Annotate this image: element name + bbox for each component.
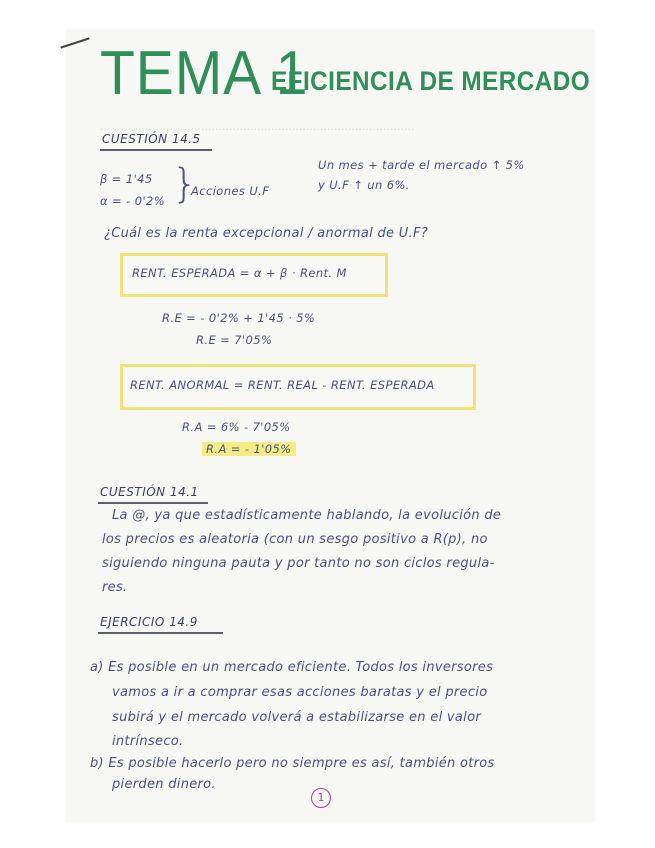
- alpha-value: α = - 0'2%: [100, 194, 166, 208]
- section-label-q145: CUESTIÓN 14.5: [102, 132, 201, 146]
- answer-b-line-1: b) Es posible hacerlo pero no siempre es así, también otros: [90, 756, 495, 771]
- beta-value: β = 1'45: [100, 172, 153, 186]
- result-abnormal: R.A = - 1'05%: [202, 442, 296, 456]
- market-note-2: y U.F ↑ un 6%.: [318, 178, 410, 192]
- bleed-through-text: ..........................................................................................: [100, 120, 415, 133]
- brace-icon: }: [172, 161, 198, 207]
- section-underline: [98, 502, 208, 504]
- section-underline: [98, 632, 223, 634]
- page-subtitle: EFICIENCIA DE MERCADO: [271, 66, 591, 96]
- section-label-q141: CUESTIÓN 14.1: [100, 485, 199, 499]
- answer-a-line-2: vamos a ir a comprar esas acciones baratas y el precio: [112, 685, 488, 700]
- acciones-label: Acciones U.F: [191, 184, 270, 198]
- page-title: TEMA 1: [100, 39, 309, 108]
- calc-expected-2: R.E = 7'05%: [196, 333, 273, 347]
- q141-line-4: res.: [102, 580, 128, 595]
- calc-abnormal: R.A = 6% - 7'05%: [182, 420, 291, 434]
- formula-abnormal: RENT. ANORMAL = RENT. REAL - RENT. ESPERADA: [130, 378, 435, 392]
- answer-b-line-2: pierden dinero.: [112, 777, 216, 792]
- q141-line-2: los precios es aleatoria (con un sesgo positivo a R(p), no: [102, 532, 488, 547]
- q141-line-1: La @, ya que estadísticamente hablando, la evolución de: [112, 508, 502, 523]
- answer-a-line-4: intrínseco.: [112, 734, 184, 749]
- formula-expected: RENT. ESPERADA = α + β · Rent. M: [132, 266, 347, 280]
- section-label-e149: EJERCICIO 14.9: [100, 615, 198, 629]
- answer-a-line-1: a) Es posible en un mercado eficiente. Todos los inversores: [90, 660, 494, 675]
- market-note-1: Un mes + tarde el mercado ↑ 5%: [318, 158, 525, 172]
- answer-a-line-3: subirá y el mercado volverá a estabilizarse en el valor: [112, 710, 481, 725]
- question-text: ¿Cuál es la renta excepcional / anormal de U.F?: [104, 226, 428, 241]
- page-number: 1: [311, 788, 331, 808]
- calc-expected-1: R.E = - 0'2% + 1'45 · 5%: [162, 311, 316, 325]
- q141-line-3: siguiendo ninguna pauta y por tanto no son ciclos regula-: [102, 556, 495, 571]
- section-underline: [100, 149, 212, 151]
